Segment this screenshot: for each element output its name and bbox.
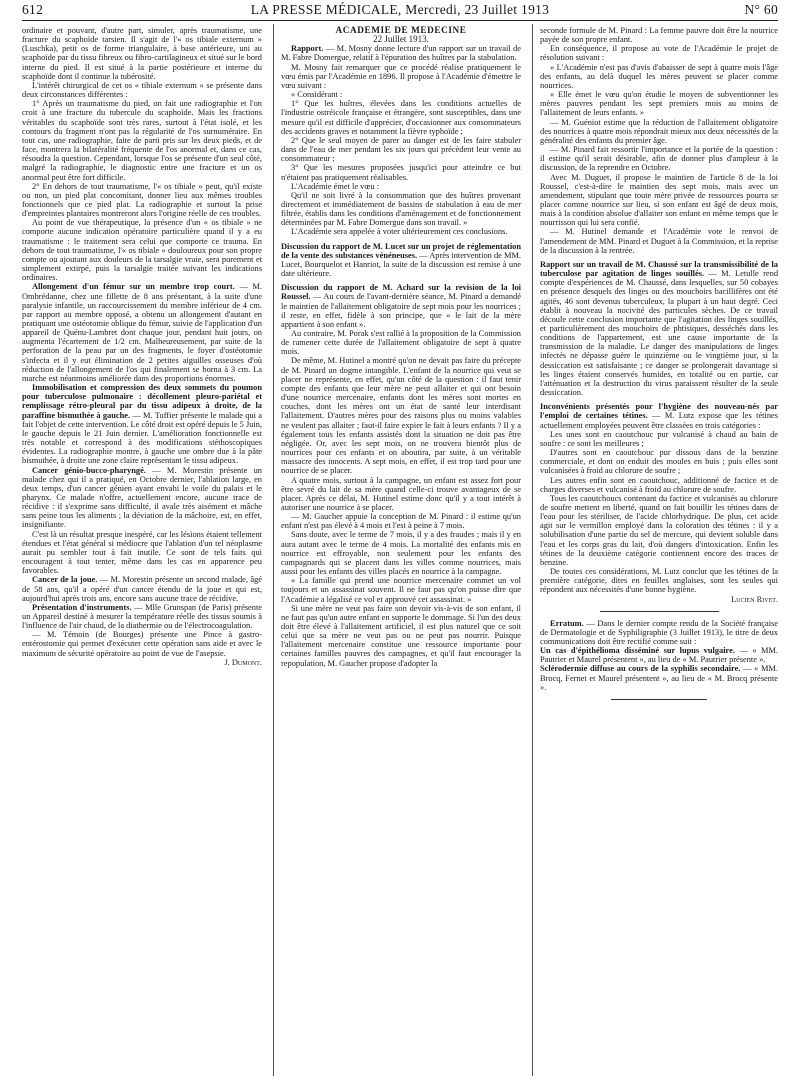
- paragraph: Qu'il ne soit livré à la consommation que des huîtres provenant directement et immédiatement de bassins de stabulation à eau de mer filtrée, établis dans les conditions d'aménagement et de fonctionnement déterminées par M. Fabre Domergue dans son travail. »: [281, 190, 521, 228]
- paragraph: De même, M. Hutinel a montré qu'on ne devait pas faire du précepte de M. Pinard un dogme intangible. L'enfant de la nourrice qui veut se placer ne représente, en effet, qu'un côté de la question : il faut tenir compte des enfants que leur mère ne peut allaiter et qui ont besoin d'une nourrice mercenaire, enfants dont les mères sont mortes en couches, dont les mères ont un état de santé leur interdisant l'allaitement. D'autres mères pour des raisons plus ou moins valables ne veulent pas allaiter ; faut-il faire expier le fait à leurs enfants ? Il y a également tous les enfants assistés dont la situation ne doit pas être négligée. Or, avec les sept mois, on ne trouvera bientôt plus de nourrices pour ces enfants et on aboutira, par suite, à un véritable massacre des innocents. A sept mois, en effet, il est trop tard pour une nourrice de se placer.: [281, 356, 521, 476]
- article-heading: Discussion du rapport de M. Achard sur la revision de la loi Roussel.: [281, 283, 521, 302]
- paragraph: M. Mosny fait remarquer que ce procédé réalise pratiquement le vœu émis par l'Académie en 1896. Il propose à l'Académie d'émettre le vœu suivant :: [281, 62, 521, 90]
- page-number: 612: [22, 2, 44, 17]
- paragraph: [22, 630, 262, 667]
- article-body: — M. Morestin présente un malade chez qui il a pratiqué, en Octobre dernier, l'ablation large, en deux temps, d'un cancer génien ayant envahi le voile du palais et le pharynx. Ce malade n'offre, actuellement encore, aucune trace de récidive : il s'exprime sans difficulté, il avale très aisément et mâche sans peine tous les aliments ; la déviation de la mâchoire, est, en effet, insignifiante.: [22, 465, 262, 530]
- column-2: [281, 26, 521, 1076]
- erratum: [540, 619, 778, 646]
- article-rapport: [281, 44, 521, 62]
- author-signature: Lucien Rivet.: [731, 594, 778, 604]
- paragraph: — M. Guéniot estime que la réduction de l'allaitement obligatoire des nourrices à quatre mois répondrait mieux aux deux nécessités de la généralité des enfants du premier âge.: [540, 117, 778, 145]
- article-heading: Cancer génio-bucco-pharyngé.: [32, 465, 146, 475]
- paragraph: 1° Après un traumatisme du pied, on fait une radiographie et l'on croit à une fracture du tubercule du scaphoïde. Mais les fractions véritables du scaphoïde sont très rares, surtout à l'état isolé, et les contours du fragment n'ont pas la régularité de l'os surnuméraire. En tout cas, une radiographie, faite de parti pris sur les deux pieds, et de face, montrera la bilatéralité fréquente de l'os anormal et, dans ce cas, résoudra la question. Cependant, lorsque l'os se présente d'un seul côté, malgré la radiographie, le diagnostic entre une fracture et un os anormal peut être fort difficile.: [22, 99, 262, 182]
- article-body: — M. Tuffier présente le malade qui a fait l'objet de cette intervention. Le côté droit est opéré depuis le 5 Juin, le gauche depuis le 21 Juin dernier. L'amélioration fonctionnelle est très notable et correspond à des modifications stéthoscopiques évidentes. La radiographie montre, à gauche une ombre due à la pâte bismuthée, à droite une zone claire représentant le tissu adipeux.: [22, 410, 262, 466]
- article-body: — M. Mosny donne lecture d'un rapport sur un travail de M. Fabre Domergue, relatif à l'épuration des huîtres par la stabulation.: [281, 44, 521, 63]
- article-heading: Rapport sur un travail de M. Chaussé sur la transmissibilité de la tuberculose par agitation de linges souillés.: [540, 259, 778, 279]
- paragraph: L'Académie sera appelée à voter ultérieurement ces conclusions.: [291, 227, 508, 237]
- paragraph: 2° En dehors de tout traumatisme, l'« os tibiale » peut, qu'il existe ou non, un pied plat concomitant, donner lieu aux mêmes troubles fonctionnels que ce pied plat. La radiographie et surtout la prise d'empreintes plantaires montreront alors l'origine réelle de ces troubles.: [22, 181, 262, 219]
- separator-rule: [600, 611, 719, 612]
- paragraph-text: — M. Témoin (de Bourges) présente une Pince à gastro-entérostomie qui permet d'exécuter cette opération sans aide et avec le maximum de sécurité opératoire au point de vue de l'asepsie.: [22, 630, 262, 658]
- column-divider: [532, 24, 533, 1076]
- article-femur: [22, 282, 262, 383]
- article-heading: Inconvénients présentés pour l'hygiène des nouveau-nés par l'emploi de certaines tétines.: [540, 402, 778, 421]
- paragraph: Les autres enfin sont en caoutchouc, additionné de factice et de charges diverses et vulcanisé à froid au chlorure de soufre.: [540, 475, 778, 494]
- article-body: — M. Letulle rend compte d'expériences de M. Chaussé, dans lesquelles, sur 50 cobayes en présence desquels des linges ou des mouchoirs bacillifères ont été agités, 46 sont devenus tuberculeux, la plupart à un haut degré. Ceci établit à nouveau la nocivité des particules sèches. De ce travail découle cette conclusion importante que l'agitation des linges souillés, et particulièrement des mouchoirs de phtisiques, desséchés dans les conditions de l'appartement, est une cause importante de la transmission de la maladie. Le danger des manipulations de linges infectés ne dépasse guère le quinzième ou le vingtième jour, si la dessiccation est satisfaisante ; ce danger se prolongerait davantage si les linges étaient conservés humides, en totalité ou en partie, car l'atténuation et la destruction du virus paraissent résulter de la seule dessiccation.: [540, 269, 778, 398]
- article-heading: Cancer de la joue.: [32, 575, 98, 585]
- issue-number: N° 60: [744, 2, 778, 17]
- paragraph: De toutes ces considérations, M. Lutz conclut que les tétines de la première catégorie, dites en feuilles anglaises, sont les seules qui répondent aux nécessités d'une bonne hygiène.: [540, 567, 778, 595]
- erratum-item-heading: Sclérodermie diffuse au cours de la syphilis secondaire.: [540, 664, 741, 674]
- section-date: 22 Juillet 1913.: [373, 34, 429, 45]
- section-title: ACADÉMIE DE MÉDECINE: [335, 26, 467, 35]
- article-poumon: [22, 383, 262, 465]
- article-body: — M. Ombrédanne, chez une fillette de 8 ans présentant, à la suite d'une paralysie infantile, un raccourcissement du membre inférieur de 4 cm. par rapport au membre opposé, a obtenu un allongement d'autant en pratiquant une ostéotomie oblique du fémur, suivie de l'application d'un appareil de Quénu-Lambret dont chaque jour, pendant huit jours, on augmenta l'écartement de 1/2 cm. Malheureusement, par suite de la perforation de la peau par un des fragments, le foyer d'ostéotomie s'infecta et il y eut élimination de 2 petites aiguilles osseuses d'où réduction de l'allongement de l'os qui finalement se borna à 3 cm. La marche est néanmoins améliorée dans des proportions énormes.: [22, 282, 262, 383]
- separator-rule: [611, 699, 706, 700]
- paragraph: Au point de vue thérapeutique, la présence d'un « os tibiale » ne comporte aucune indication opératoire particulière quand il y a eu traumatisme : le traitement sera celui que comporte ce trauma. En dehors de tout traumatisme, l'« os tibiale » douloureux pour son propre compte ou ajoutant aux douleurs de la tarsalgie vraie, sera purement et simplement extirpé, puis la tarsalgie traitée suivant les indications ordinaires.: [22, 218, 262, 283]
- page-header: [22, 2, 778, 22]
- paragraph: — M. Gaucher appuie la conception de M. Pinard : il estime qu'un enfant n'est pas élevé à 4 mois et l'est à peine à 7 mois.: [281, 512, 521, 531]
- article-cancer-genio: [22, 466, 262, 530]
- paragraph: En conséquence, il propose au vote de l'Académie le projet de résolution suivant :: [540, 44, 778, 63]
- erratum-item-body: — « MM. Pautrier et Maurel présentent », au lieu de « M. Pautrier présente ».: [540, 646, 778, 665]
- paragraph: « La famille qui prend une nourrice mercenaire commet un vol toujours et un assassinat souvent. Il ne faut pas qu'on puisse dire que l'Académie a légalisé ce vol et approuvé cet assassinat. »: [281, 576, 521, 604]
- article-heading: Rapport.: [291, 44, 324, 54]
- paragraph: Les unes sont en caoutchouc pur vulcanisé à chaud au bain de soufre : ce sont les meilleures ;: [540, 429, 778, 448]
- article-cancer-joue: [22, 575, 262, 602]
- article-tetines: [540, 402, 778, 429]
- article-heading: Immobilisation et compression des deux sommets du poumon pour tuberculose pulmonaire : décollement pleuro-pariétal et remplissage rétro-pleural par du tissu adipeux à droite, de la paraffine bismuthée à gauche.: [22, 383, 262, 420]
- paragraph: Tous les caoutchoucs contenant du factice et vulcanisés au chlorure de soufre mettent en liberté, quand on fait bouillir les tétines dans de l'eau pour les stériliser, de l'acide chlorhydrique. De plus, cet acide agit sur le vermillon employé dans la coloration des tétines : il y a solubilisation d'une partie du sel de mercure, qui devient soluble dans l'eau et les corps gras du lait, d'où dangers d'intoxication. Enfin les tétines de la deuxième catégorie contiennent encore des traces de benzine.: [540, 493, 778, 567]
- paragraph: 2° Que le seul moyen de parer au danger est de les faire stabuler dans de l'eau de mer pendant les six jours qui précèdent leur vente au consommateur ;: [281, 135, 521, 164]
- erratum-item-heading: Un cas d'épithélioma disséminé sur lupus vulgaire.: [540, 646, 735, 656]
- article-lucet: [281, 242, 521, 279]
- paragraph: — M. Pinard fait ressortir l'importance et la portée de la question : il estime qu'il serait désirable, afin de donner plus d'ampleur à la discussion, de la reprendre en Octobre.: [540, 145, 778, 173]
- article-heading: Allongement d'un fémur sur un membre trop court.: [32, 282, 235, 292]
- header-rule: [22, 20, 778, 21]
- erratum-heading: Erratum.: [550, 618, 584, 628]
- paragraph: L'intérêt chirurgical de cet os « tibiale externum » se présente dans deux circonstances différentes :: [22, 80, 262, 100]
- article-instruments: [22, 603, 262, 630]
- article-body: — M. Morestin présente un second malade, âgé de 58 ans, qu'il a opéré d'un cancer étendu de la joue et qui est, aujourd'hui après trois ans, encore sans aucune trace de récidive.: [22, 575, 262, 603]
- article-body: — Mlle Grunspan (de Paris) présente un Appareil destiné à mesurer la température réelle des tissus soumis à l'influence de l'air chaud, de la diathermie ou de l'électrocoagulation.: [22, 602, 262, 631]
- column-divider: [273, 24, 274, 1076]
- paragraph: Sans doute, avec le terme de 7 mois, il y a des fraudes ; mais il y en aura autant avec le terme de 4 mois. La mortalité des enfants mis en nourrice est effroyable, non seulement pour les enfants des campagnards qui se placent dans les villes comme nourrices, mais aussi pour les enfants des villes placés en nourrice à la campagne.: [281, 530, 521, 577]
- journal-title: LA PRESSE MÉDICALE, Mercredi, 23 Juillet 1913: [250, 2, 550, 17]
- column-3: [540, 26, 778, 1076]
- paragraph: 3° Que les mesures proposées jusqu'ici pour atteindre ce but n'étaient pas pratiquement réalisables.: [281, 163, 521, 182]
- article-heading: Présentation d'instruments.: [32, 602, 132, 612]
- paragraph: Avec M. Duguet, il propose le maintien de l'article 8 de la loi Roussel, c'est-à-dire le maintien des sept mois, mais avec un amendement, stipulant que toute mère privée de ressources pourra se placer comme nourrice sur lieu, si son enfant est âgé de deux mois, mais à la condition absolue d'allaiter son enfant en même temps que le nourrisson qui lui sera confié.: [540, 172, 778, 228]
- article-body: — M. Lutz expose que les tétines actuellement employées peuvent être classées en trois catégories :: [540, 411, 778, 430]
- paragraph: « Considérant :: [291, 90, 343, 100]
- erratum-body: — Dans le dernier compte rendu de la Société française de Dermatologie et de Syphiligraphie (3 Juillet 1913), le titre de deux communications doit être rectifié comme suit :: [540, 618, 778, 646]
- erratum-item: [540, 646, 778, 664]
- article-body: — Après intervention de MM. Lucet, Bourquelot et Hanriot, la suite de la discussion est remise à une date ultérieure.: [281, 250, 521, 279]
- article-chausse: [540, 260, 778, 397]
- paragraph: ordinaire et pouvant, d'autre part, simuler, après traumatisme, une fracture du scaphoïde tarsien. Il s'agit de l'« os tibiale externum » (Luschka), petit os de forme triangulaire, à base antérieure, uni au scaphoïde par du tissu fibreux ou fibro-cartilagineux et situé sur le bord interne du pied. Il est situé à la partie postérieure et interne du scaphoïde dont il continue la tubérosité.: [22, 26, 262, 81]
- paragraph: 1° Que les huîtres, élevées dans les conditions actuelles de l'industrie ostréicole française et étrangère, sont susceptibles, dans une mesure qu'il est difficile d'apprécier, d'occasionner aux consommateurs des accidents graves et notamment la fièvre typhoïde ;: [281, 99, 521, 136]
- paragraph: L'Académie émet le vœu :: [291, 181, 380, 191]
- article-body: — Au cours de l'avant-dernière séance, M. Pinard a demandé le maintien de l'allaitement obligatoire de sept mois pour les nourrices ; il reste, en effet, fidèle à son principe, que « le lait de la mère appartient à son enfant ».: [281, 292, 521, 329]
- paragraph: Au contraire, M. Porak s'est rallié à la proposition de la Commission de ramener cette durée de l'allaitement obligatoire de sept à quatre mois.: [281, 329, 521, 357]
- article-heading: Discussion du rapport de M. Lucet sur un projet de réglementation de la vente des substances vénéneuses.: [281, 241, 521, 260]
- paragraph: « L'Académie n'est pas d'avis d'abaisser de sept à quatre mois l'âge des enfants, au delà duquel les mères peuvent se placer comme nourrices.: [540, 62, 778, 90]
- column-1: [22, 26, 262, 1076]
- paragraph: Si une mère ne veut pas faire son devoir vis-à-vis de son enfant, il ne faut pas qu'un autre enfant en supporte le dommage. Si l'un des deux doit être élevé à l'allaitement artificiel, il est plus naturel que ce soit celui que sa mère ne veut pas ou ne peut pas nourrir. Puisque l'allaitement mercenaire constitue une ressource importante pour certaines familles pauvres des campagnes, et qu'il faut encourager la repopulation, M. Gaucher propose d'adopter la: [281, 603, 521, 668]
- paragraph: — M. Hutinel demande et l'Académie vote le renvoi de l'amendement de MM. Pinard et Duguet à la Commission, et la reprise de la discussion à la rentrée.: [540, 227, 778, 255]
- paragraph: A quatre mois, surtout à la campagne, un enfant est assez fort pour être sevré du lait de sa mère quand celle-ci trouve avantageux de se placer. Après ce délai, M. Hutinel estime donc qu'il y a tout intérêt à autoriser une nourrice à se placer.: [281, 475, 521, 512]
- paragraph: « Elle émet le vœu qu'on étudie le moyen de subventionner les mères pauvres pendant les sept premiers mois au moins de l'allaitement de leurs enfants. »: [540, 90, 778, 118]
- paragraph: D'autres sont en caoutchouc pur dissous dans de la benzine commerciale, et dont on enduit des moules en buis ; puis elles sont vulcanisées à froid au chlorure de soufre ;: [540, 448, 778, 476]
- article-achard: [281, 283, 521, 329]
- erratum-item-body: — « MM. Brocq, Fernet et Maurel présentent », au lieu de « M. Brocq présente ».: [540, 664, 778, 692]
- author-signature: J. Dumont.: [224, 657, 262, 667]
- paragraph: C'est là un résultat presque inespéré, car les lésions étaient tellement étendues et l'état général si médiocre que l'ablation d'un tel néoplasme aurait pu sembler tout à fait inutile. Ce sont de tels faits qui encouragent à tout tenter, même dans les cas en apparence peu favorables.: [22, 529, 262, 576]
- paragraph: seconde formule de M. Pinard : La femme pauvre doit être la nourrice payée de son propre enfant.: [540, 26, 778, 45]
- erratum-item: [540, 664, 778, 691]
